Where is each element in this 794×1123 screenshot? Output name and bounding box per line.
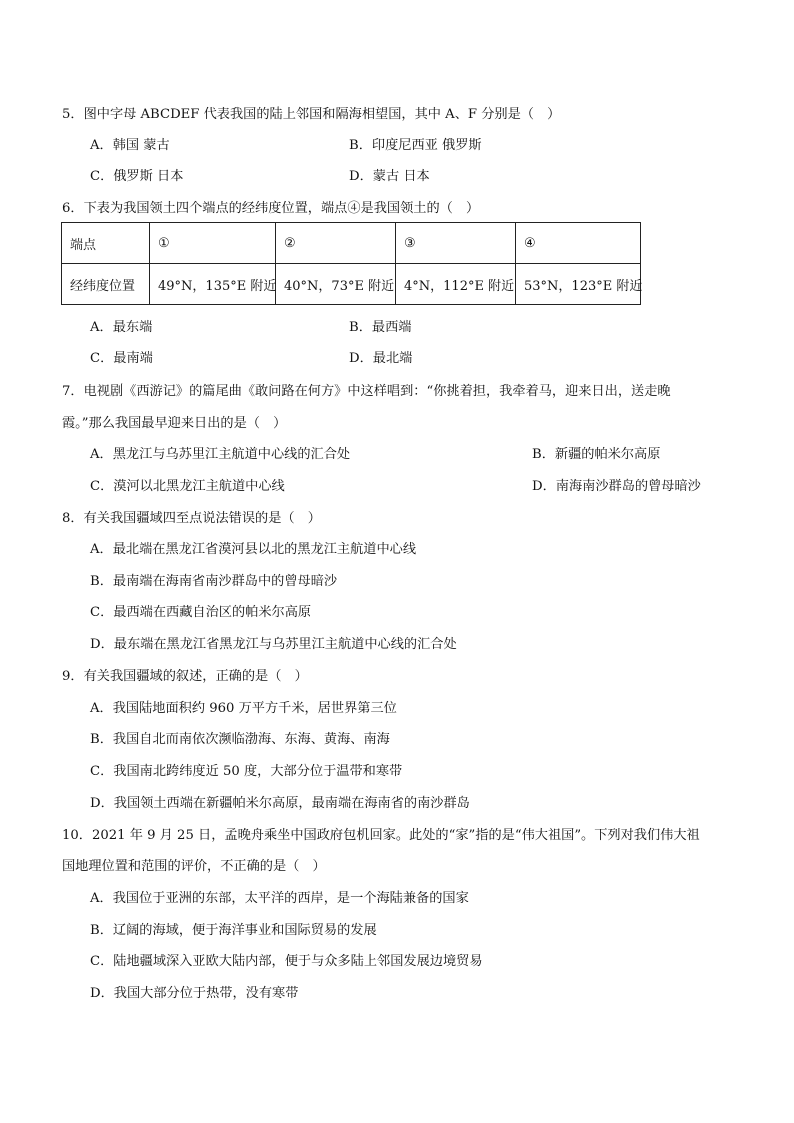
q9-option-b: B．我国自北而南依次濒临渤海、东海、黄海、南海	[90, 732, 390, 747]
table-cell: 49°N，135°E 附近	[150, 264, 276, 305]
q8-option-d: D．最东端在黑龙江省黑龙江与乌苏里江主航道中心线的汇合处	[90, 637, 457, 652]
table-row	[62, 223, 641, 264]
question-7-stem-line2: 霞。”那么我国最早迎来日出的是（ ）	[62, 416, 287, 431]
question-10-stem-line1: 10．2021 年 9 月 25 日，孟晚舟乘坐中国政府包机回家。此处的“家”指的是“伟大祖国”。下列对我们伟大祖	[62, 828, 700, 843]
q7-option-d: D．南海南沙群岛的曾母暗沙	[532, 479, 701, 494]
q8-option-b: B．最南端在海南省南沙群岛中的曾母暗沙	[90, 574, 338, 589]
q10-option-d: D．我国大部分位于热带，没有寒带	[90, 986, 299, 1001]
table-cell: ④	[516, 223, 641, 264]
q6-option-a: A．最东端	[90, 320, 153, 335]
table-cell: 4°N，112°E 附近	[396, 264, 516, 305]
q10-option-a: A．我国位于亚洲的东部，太平洋的西岸，是一个海陆兼备的国家	[90, 891, 469, 906]
q5-option-b: B．印度尼西亚 俄罗斯	[349, 138, 482, 153]
q10-option-c: C．陆地疆域深入亚欧大陆内部，便于与众多陆上邻国发展边境贸易	[90, 954, 483, 969]
q6-option-d: D．最北端	[349, 351, 413, 366]
table-cell: 53°N，123°E 附近	[516, 264, 641, 305]
q5-option-a: A．韩国 蒙古	[90, 138, 170, 153]
q6-option-c: C．最南端	[90, 351, 153, 366]
q9-option-c: C．我国南北跨纬度近 50 度，大部分位于温带和寒带	[90, 764, 403, 779]
question-6-stem: 6．下表为我国领土四个端点的经纬度位置，端点④是我国领土的（ ）	[62, 201, 480, 216]
q7-option-b: B．新疆的帕米尔高原	[532, 447, 661, 462]
table-cell: ②	[276, 223, 396, 264]
question-5-stem: 5．图中字母 ABCDEF 代表我国的陆上邻国和隔海相望国，其中 A、F 分别是（ ）	[62, 107, 561, 122]
q6-option-b: B．最西端	[349, 320, 412, 335]
q7-option-a: A．黑龙江与乌苏里江主航道中心线的汇合处	[90, 447, 351, 462]
q5-option-d: D．蒙古 日本	[349, 169, 430, 184]
table-cell: ①	[150, 223, 276, 264]
table-cell: 经纬度位置	[62, 264, 150, 305]
q8-option-a: A．最北端在黑龙江省漠河县以北的黑龙江主航道中心线	[90, 542, 417, 557]
q8-option-c: C．最西端在西藏自治区的帕米尔高原	[90, 605, 312, 620]
question-8-stem: 8．有关我国疆域四至点说法错误的是（ ）	[62, 511, 321, 526]
table-row	[62, 264, 641, 305]
question-9-stem: 9．有关我国疆域的叙述，正确的是（ ）	[62, 669, 308, 684]
table-cell: 40°N，73°E 附近	[276, 264, 396, 305]
table-cell: 端点	[62, 223, 150, 264]
q7-option-c: C．漠河以北黑龙江主航道中心线	[90, 479, 285, 494]
q9-option-a: A．我国陆地面积约 960 万平方千米，居世界第三位	[90, 701, 397, 716]
q10-option-b: B．辽阔的海域，便于海洋事业和国际贸易的发展	[90, 923, 377, 938]
table-cell: ③	[396, 223, 516, 264]
question-7-stem-line1: 7．电视剧《西游记》的篇尾曲《敢问路在何方》中这样唱到：“你挑着担，我牵着马，迎来日出，送走晚	[62, 384, 671, 399]
q9-option-d: D．我国领土西端在新疆帕米尔高原，最南端在海南省的南沙群岛	[90, 796, 470, 811]
q5-option-c: C．俄罗斯 日本	[90, 169, 184, 184]
question-10-stem-line2: 国地理位置和范围的评价，不正确的是（ ）	[62, 859, 326, 874]
endpoint-coordinates-table	[61, 222, 641, 305]
